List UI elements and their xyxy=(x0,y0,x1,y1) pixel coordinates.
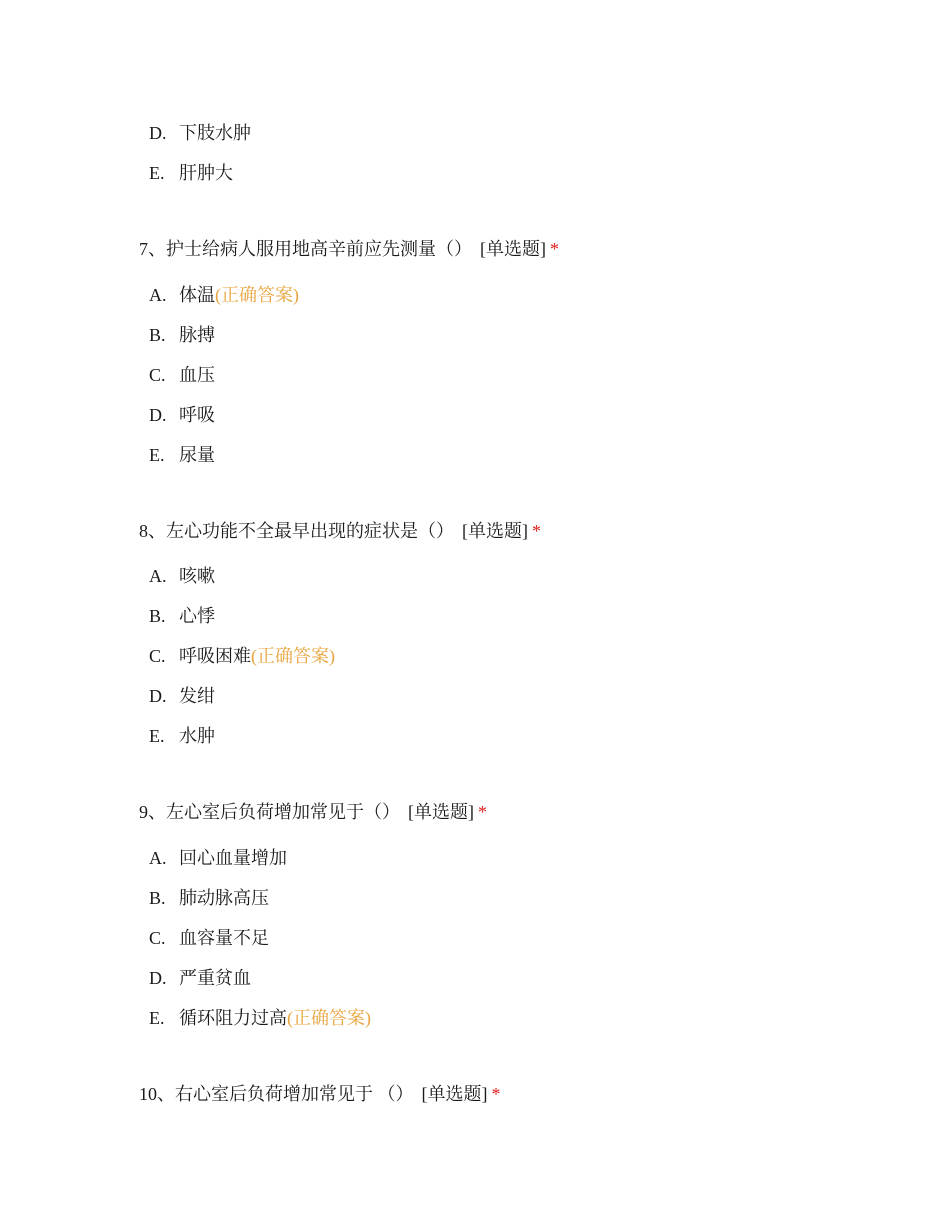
question-type-tag: [单选题] xyxy=(408,802,474,822)
option-text: 血容量不足 xyxy=(179,928,269,948)
option-letter: A. xyxy=(149,566,167,586)
question-text: 9、左心室后负荷增加常见于（） xyxy=(139,802,400,822)
option-letter: C. xyxy=(149,646,166,666)
correct-answer-badge: (正确答案) xyxy=(287,1008,371,1028)
option-text: 咳嗽 xyxy=(179,566,215,586)
option-text: 肝肿大 xyxy=(179,163,233,183)
question-10-title xyxy=(139,1082,501,1106)
option-text: 脉搏 xyxy=(179,325,215,345)
option-text: 循环阻力过高 xyxy=(179,1008,287,1028)
option-q8-b xyxy=(149,604,215,628)
option-text: 发绀 xyxy=(179,686,215,706)
option-letter: E. xyxy=(149,726,165,746)
option-letter: B. xyxy=(149,888,166,908)
option-text: 严重贫血 xyxy=(179,968,251,988)
option-text: 尿量 xyxy=(179,445,215,465)
option-q9-d xyxy=(149,966,251,990)
option-text: 血压 xyxy=(179,365,215,385)
correct-answer-badge: (正确答案) xyxy=(251,646,335,666)
option-q8-c xyxy=(149,644,335,668)
question-type-tag: [单选题] xyxy=(421,1084,488,1104)
option-letter: E. xyxy=(149,163,165,183)
required-marker: * xyxy=(478,802,487,822)
correct-answer-badge: (正确答案) xyxy=(215,285,299,305)
question-type-tag: [单选题] xyxy=(480,239,546,259)
question-8-title xyxy=(139,519,541,543)
option-letter: D. xyxy=(149,123,167,143)
option-letter: C. xyxy=(149,928,166,948)
option-letter: D. xyxy=(149,686,167,706)
question-7-title xyxy=(139,237,559,261)
option-letter: C. xyxy=(149,365,166,385)
option-q7-c xyxy=(149,363,215,387)
option-q7-b xyxy=(149,323,215,347)
option-q8-a xyxy=(149,564,215,588)
option-text: 呼吸困难 xyxy=(179,646,251,666)
required-marker: * xyxy=(550,239,559,259)
option-letter: D. xyxy=(149,405,167,425)
option-q7-e xyxy=(149,443,215,467)
option-q8-d xyxy=(149,684,215,708)
required-marker: * xyxy=(532,521,541,541)
option-q7-d xyxy=(149,403,215,427)
option-q9-e xyxy=(149,1006,371,1030)
required-marker: * xyxy=(491,1084,501,1104)
option-text: 体温 xyxy=(179,285,215,305)
option-q9-b xyxy=(149,886,269,910)
option-q8-e xyxy=(149,724,215,748)
option-letter: B. xyxy=(149,325,166,345)
option-q6-d xyxy=(149,121,251,145)
option-text: 心悸 xyxy=(179,606,215,626)
option-letter: A. xyxy=(149,285,167,305)
question-9-title xyxy=(139,800,487,824)
option-letter: D. xyxy=(149,968,167,988)
option-q9-c xyxy=(149,926,269,950)
option-text: 水肿 xyxy=(179,726,215,746)
option-text: 呼吸 xyxy=(179,405,215,425)
option-text: 回心血量增加 xyxy=(179,848,287,868)
option-letter: B. xyxy=(149,606,166,626)
option-q9-a xyxy=(149,846,287,870)
question-text: 10、右心室后负荷增加常见于 （） xyxy=(139,1084,414,1104)
option-q7-a xyxy=(149,283,299,307)
option-letter: E. xyxy=(149,1008,165,1028)
option-q6-e xyxy=(149,161,233,185)
question-text: 7、护士给病人服用地高辛前应先测量（） xyxy=(139,239,472,259)
question-text: 8、左心功能不全最早出现的症状是（） xyxy=(139,521,454,541)
option-text: 肺动脉高压 xyxy=(179,888,269,908)
option-letter: A. xyxy=(149,848,167,868)
option-letter: E. xyxy=(149,445,165,465)
option-text: 下肢水肿 xyxy=(179,123,251,143)
question-type-tag: [单选题] xyxy=(462,521,528,541)
